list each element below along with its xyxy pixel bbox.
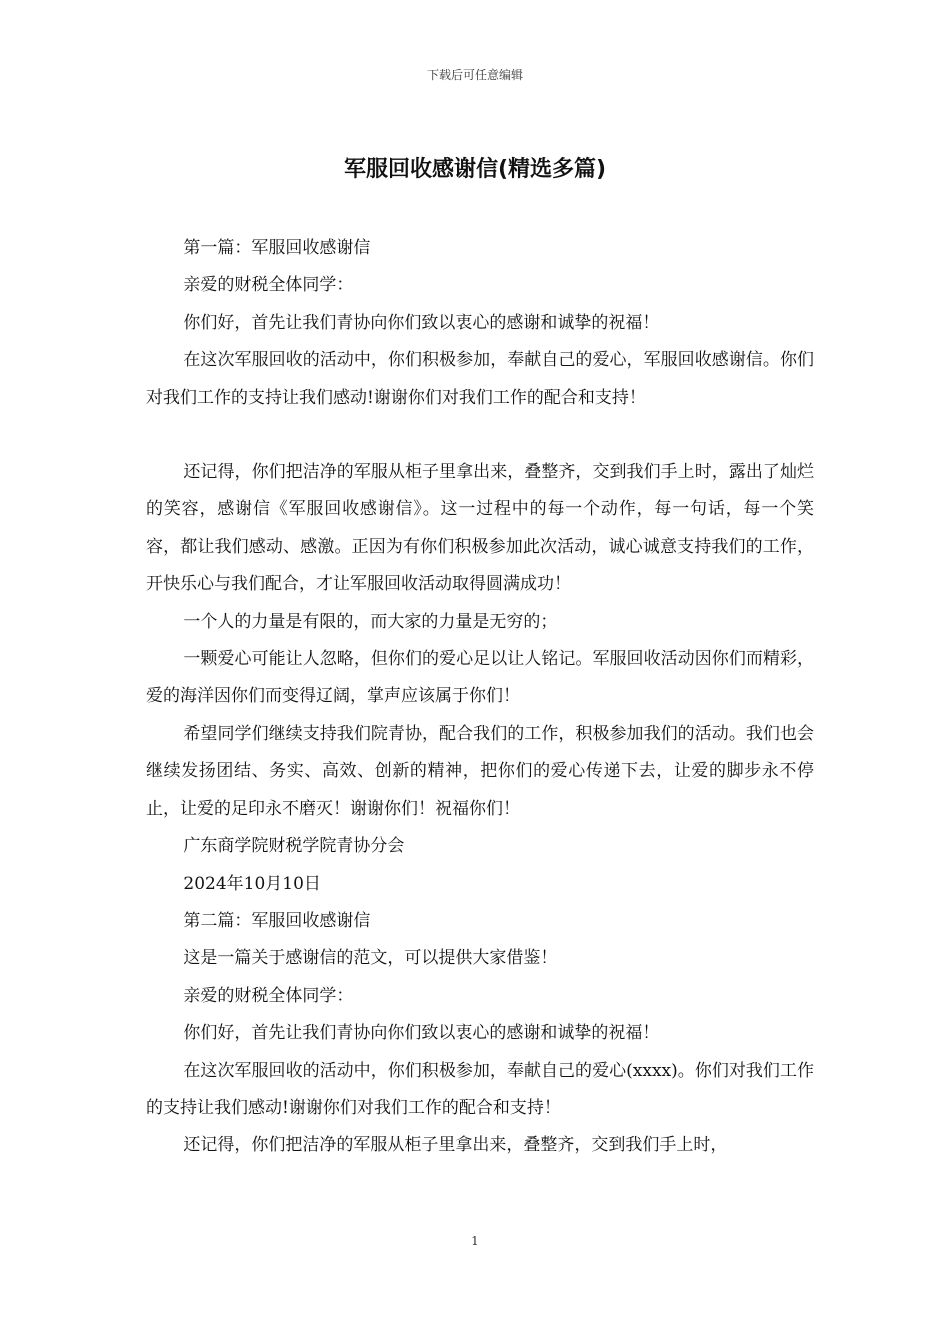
signature-organization: 广东商学院财税学院青协分会	[183, 836, 405, 857]
body-paragraph: 在这次军服回收的活动中，你们积极参加，奉献自己的爱心，军服回收感谢信。你们对我们工作的支持让我们感动!谢谢你们对我们工作的配合和支持！	[146, 350, 814, 408]
section-heading-1: 第一篇：军服回收感谢信	[183, 238, 371, 258]
body-paragraph: 还记得，你们把洁净的军服从柜子里拿出来，叠整齐，交到我们手上时，	[183, 1135, 728, 1156]
signature-date: 2024年10月10日	[183, 873, 321, 894]
paragraph-gap	[146, 417, 814, 454]
page-number: 1	[471, 1234, 479, 1248]
body-paragraph: 一个人的力量是有限的，而大家的力量是无穷的；	[183, 611, 558, 632]
body-paragraph: 一颗爱心可能让人忽略，但你们的爱心足以让人铭记。军服回收活动因你们而精彩，爱的海洋因你们而变得辽阔，掌声应该属于你们！	[146, 649, 814, 707]
document-body	[146, 230, 814, 1165]
header-note: 下载后可任意编辑	[426, 68, 523, 82]
document-title: 军服回收感谢信(精选多篇)	[343, 157, 607, 182]
body-paragraph: 还记得，你们把洁净的军服从柜子里拿出来，叠整齐，交到我们手上时，露出了灿烂的笑容，感谢信《军服回收感谢信》。这一过程中的每一个动作，每一句话，每一个笑容，都让我们感动、感激。正因为有你们积极参加此次活动，诚心诚意支持我们的工作，开快乐心与我们配合，才让军服回收活动取得圆满成功！	[146, 462, 814, 595]
body-paragraph: 希望同学们继续支持我们院青协，配合我们的工作，积极参加我们的活动。我们也会继续发扬团结、务实、高效、创新的精神，把你们的爱心传递下去，让爱的脚步永不停止，让爱的足印永不磨灭！谢谢你们！祝福你们！	[146, 723, 814, 819]
intro-note: 这是一篇关于感谢信的范文，可以提供大家借鉴！	[183, 948, 558, 969]
salutation: 亲爱的财税全体同学：	[183, 275, 354, 296]
salutation: 亲爱的财税全体同学：	[183, 985, 354, 1006]
greeting: 你们好，首先让我们青协向你们致以衷心的感谢和诚挚的祝福！	[183, 312, 660, 333]
body-paragraph: 在这次军服回收的活动中，你们积极参加，奉献自己的爱心(xxxx)。你们对我们工作的支持让我们感动!谢谢你们对我们工作的配合和支持！	[146, 1060, 814, 1118]
greeting: 你们好，首先让我们青协向你们致以衷心的感谢和诚挚的祝福！	[183, 1023, 660, 1044]
section-heading-2: 第二篇：军服回收感谢信	[183, 910, 371, 931]
